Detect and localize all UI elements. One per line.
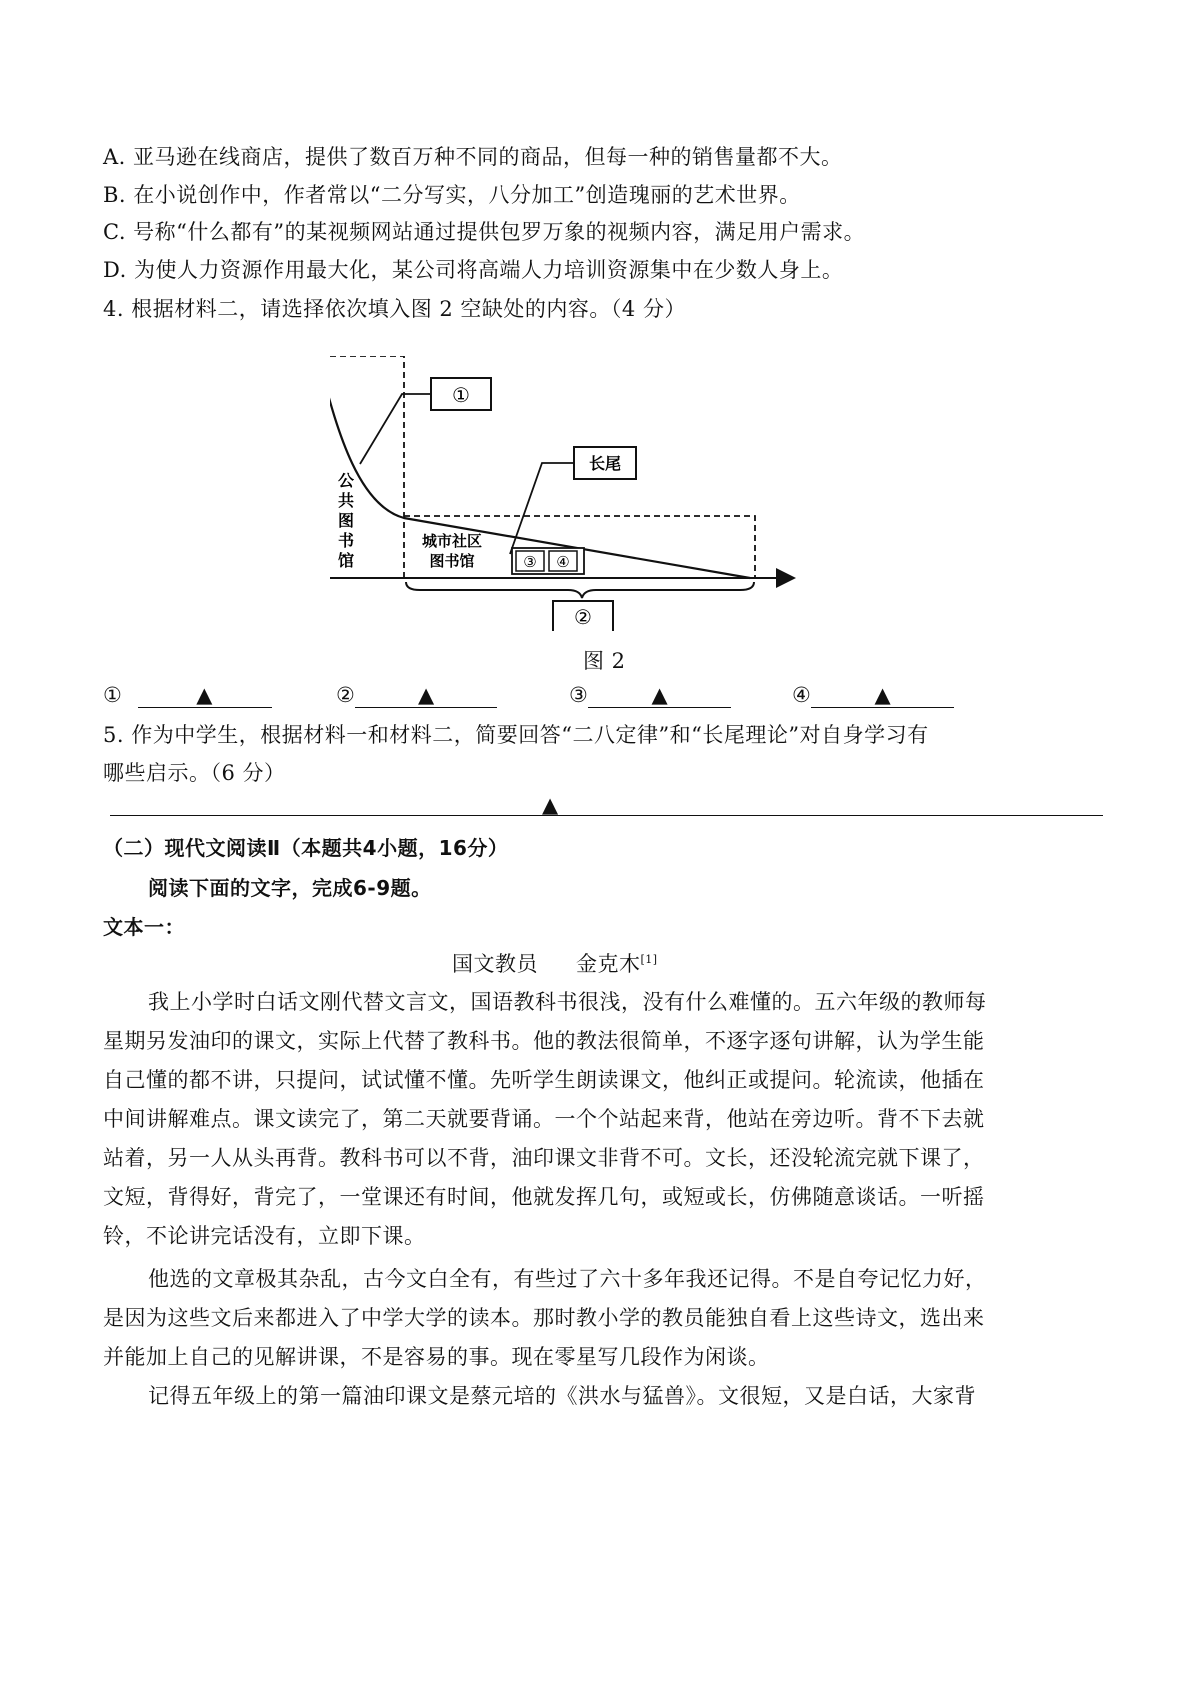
- option-b: B. 在小说创作中，作者常以“二分写实，八分加工”创造瑰丽的艺术世界。: [103, 183, 801, 207]
- public-library-label: [338, 471, 355, 570]
- public-library-char: 公: [337, 471, 355, 490]
- article-line: 星期另发油印的课文，实际上代替了教科书。他的教法很简单，不逐字逐句讲解，认为学生能: [103, 1029, 985, 1053]
- public-library-char: 共: [337, 491, 355, 510]
- article-line: 中间讲解难点。课文读完了，第二天就要背诵。一个个站起来背，他站在旁边听。背不下去就: [103, 1107, 985, 1131]
- callout-longtail-line: [510, 463, 574, 554]
- answer-number-2: ②: [336, 683, 356, 707]
- article-author: 金克木: [576, 952, 641, 976]
- answer-mark-1: ▲: [196, 683, 213, 707]
- question-5-line2: 哪些启示。（6 分）: [103, 761, 286, 785]
- answer-line-2[interactable]: [355, 683, 497, 708]
- answer-mark-4: ▲: [874, 683, 892, 707]
- answer-line-4[interactable]: [811, 683, 954, 708]
- answer-number-4: ④: [792, 683, 812, 707]
- answer-mark-3: ▲: [651, 683, 669, 707]
- article-title: 国文教员: [452, 952, 538, 976]
- option-d: D. 为使人力资源作用最大化，某公司将高端人力培训资源集中在少数人身上。: [103, 258, 844, 282]
- question-4: 4. 根据材料二，请选择依次填入图 2 空缺处的内容。（4 分）: [103, 297, 686, 321]
- box-3-label: ③: [523, 553, 537, 571]
- answer-line-3[interactable]: [588, 683, 731, 708]
- article-title-line: [452, 948, 658, 978]
- option-a: A. 亚马逊在线商店，提供了数百万种不同的商品，但每一种的销售量都不大。: [103, 145, 843, 169]
- longtail-label: 长尾: [588, 454, 622, 473]
- article-line: 自己懂的都不讲，只提问，试试懂不懂。先听学生朗读课文，他纠正或提问。轮流读，他插在: [103, 1068, 985, 1092]
- box-1-label: ①: [452, 383, 470, 407]
- figure-caption: 图 2: [583, 649, 626, 673]
- answer-rule[interactable]: [110, 815, 1103, 816]
- public-library-char: 馆: [337, 551, 355, 570]
- answer-blank-2: [336, 683, 497, 708]
- question-5-answer-mark: ▲: [542, 793, 559, 817]
- article-line: 记得五年级上的第一篇油印课文是蔡元培的《洪水与猛兽》。文很短，又是白话，大家背: [148, 1384, 976, 1408]
- box-4-label: ④: [556, 553, 570, 571]
- article-note: [1]: [640, 953, 658, 966]
- answer-blank-3: [569, 683, 731, 708]
- callout-1-line: [360, 394, 430, 464]
- public-library-char: 书: [337, 531, 355, 550]
- text-label: 文本一：: [103, 915, 185, 939]
- answer-number-1: ①: [103, 683, 123, 707]
- box-2-label: ②: [574, 605, 592, 629]
- article-line: 是因为这些文后来都进入了中学大学的读本。那时教小学的教员能独自看上这些诗文，选出来: [103, 1306, 985, 1330]
- answer-blank-4: [792, 683, 954, 708]
- question-5-line1: 5. 作为中学生，根据材料一和材料二，简要回答“二八定律”和“长尾理论”对自身学习有: [103, 723, 929, 747]
- answer-blank-1: [103, 683, 272, 708]
- answer-mark-2: ▲: [418, 683, 435, 707]
- instruction: 阅读下面的文字，完成6-9题。: [148, 876, 432, 900]
- article-line: 铃，不论讲完话没有，立即下课。: [103, 1224, 426, 1248]
- tail-brace: [406, 582, 754, 598]
- article-line: 并能加上自己的见解讲课，不是容易的事。现在零星写几段作为闲谈。: [103, 1345, 770, 1369]
- article-line: 文短，背得好，背完了，一堂课还有时间，他就发挥几句，或短或长，仿佛随意谈话。一听摇: [103, 1185, 985, 1209]
- article-line: 站着，另一人从头再背。教科书可以不背，油印课文非背不可。文长，还没轮流完就下课了，: [103, 1146, 985, 1170]
- article-line: 他选的文章极其杂乱，古今文白全有，有些过了六十多年我还记得。不是自夸记忆力好，: [148, 1267, 987, 1291]
- public-library-char: 图: [337, 511, 355, 530]
- long-tail-figure: [330, 356, 800, 631]
- community-library-line1: 城市社区: [421, 532, 483, 550]
- article-line: 我上小学时白话文刚代替文言文，国语教科书很浅，没有什么难懂的。五六年级的教师每: [148, 990, 987, 1014]
- option-c: C. 号称“什么都有”的某视频网站通过提供包罗万象的视频内容，满足用户需求。: [103, 220, 866, 244]
- section-title: （二）现代文阅读Ⅱ（本题共4小题，16分）: [103, 836, 509, 860]
- answer-number-3: ③: [569, 683, 589, 707]
- community-library-line2: 图书馆: [429, 552, 475, 570]
- answer-line-1[interactable]: [138, 683, 272, 708]
